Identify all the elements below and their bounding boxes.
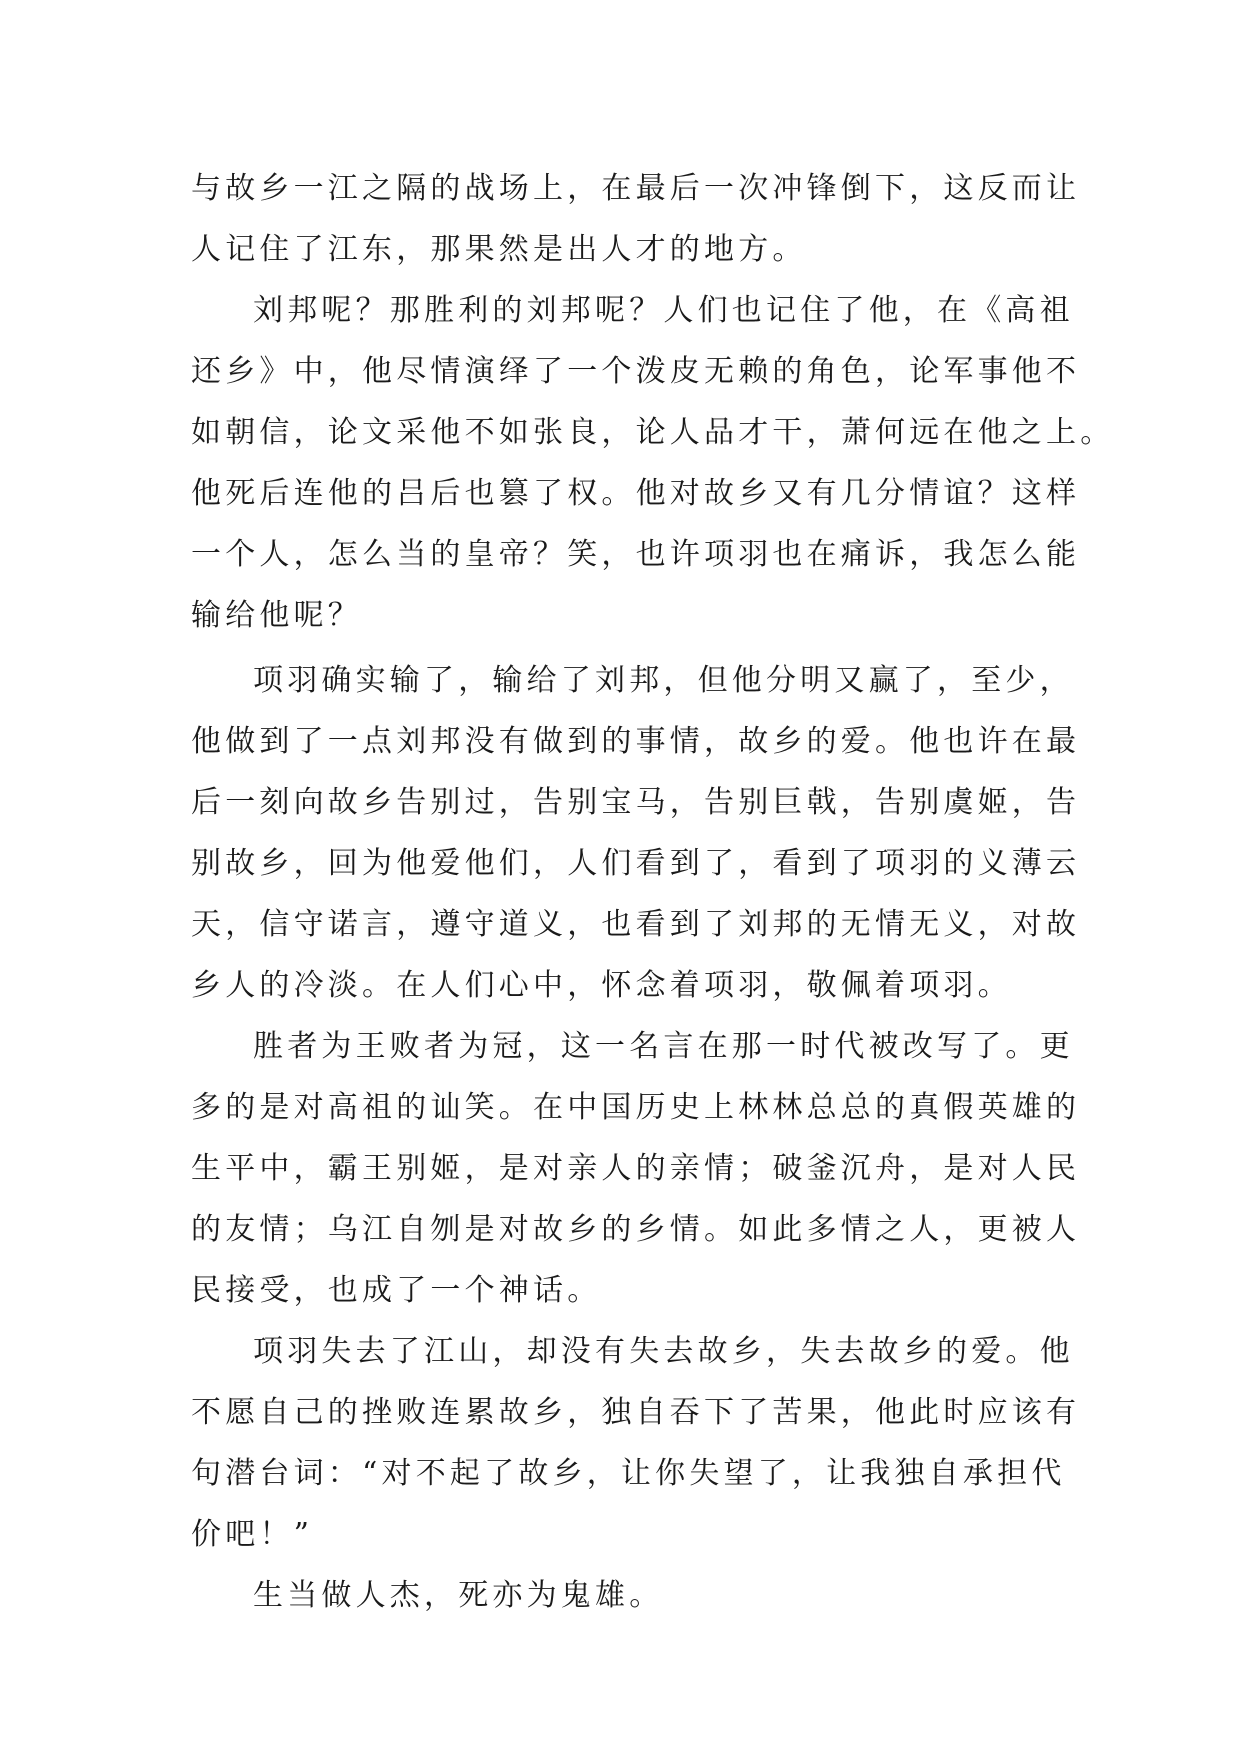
text-line: 人记住了江东，那果然是出人才的地方。 xyxy=(191,232,807,267)
text-line: 如朝信，论文采他不如张良，论人品才干，萧何远在他之上。 xyxy=(191,415,1115,450)
text-line: 后一刻向故乡告别过，告别宝马，告别巨戟，告别虞姬，告 xyxy=(191,785,1081,820)
text-line: 他做到了一点刘邦没有做到的事情，故乡的爱。他也许在最 xyxy=(191,724,1081,759)
paragraph xyxy=(191,1565,1051,1626)
paragraph xyxy=(191,1321,1081,1565)
text-line: 他死后连他的吕后也篡了权。他对故乡又有几分情谊？这样 xyxy=(191,476,1081,511)
paragraph xyxy=(191,1016,1081,1321)
text-line: 项羽失去了江山，却没有失去故乡，失去故乡的爱。他 xyxy=(253,1334,1074,1369)
text-line: 还乡》中，他尽情演绎了一个泼皮无赖的角色，论军事他不 xyxy=(191,354,1081,389)
document-body xyxy=(191,158,1115,1626)
text-line: 价吧！” xyxy=(191,1517,314,1552)
text-line: 与故乡一江之隔的战场上，在最后一次冲锋倒下，这反而让 xyxy=(191,171,1081,206)
text-line: 一个人，怎么当的皇帝？笑，也许项羽也在痛诉，我怎么能 xyxy=(191,537,1081,572)
paragraph xyxy=(191,650,1081,1016)
text-line: 项羽确实输了，输给了刘邦，但他分明又赢了，至少， xyxy=(253,663,1074,698)
paragraph xyxy=(191,280,1115,646)
text-line: 别故乡，回为他爱他们，人们看到了，看到了项羽的义薄云 xyxy=(191,846,1081,881)
text-line: 生当做人杰，死亦为鬼雄。 xyxy=(253,1578,664,1613)
text-line: 民接受，也成了一个神话。 xyxy=(191,1273,602,1308)
text-line: 多的是对高祖的讪笑。在中国历史上林林总总的真假英雄的 xyxy=(191,1090,1081,1125)
text-line: 的友情；乌江自刎是对故乡的乡情。如此多情之人，更被人 xyxy=(191,1212,1081,1247)
text-line: 天，信守诺言，遵守道义，也看到了刘邦的无情无义，对故 xyxy=(191,907,1081,942)
text-line: 刘邦呢？那胜利的刘邦呢？人们也记住了他，在《高祖 xyxy=(253,293,1074,328)
text-line: 乡人的冷淡。在人们心中，怀念着项羽，敬佩着项羽。 xyxy=(191,968,1012,1003)
text-line: 句潜台词：“对不起了故乡，让你失望了，让我独自承担代 xyxy=(191,1456,1066,1491)
text-line: 输给他呢？ xyxy=(191,598,362,633)
text-line: 生平中，霸王别姬，是对亲人的亲情；破釜沉舟，是对人民 xyxy=(191,1151,1081,1186)
text-line: 胜者为王败者为冠，这一名言在那一时代被改写了。更 xyxy=(253,1029,1074,1064)
text-line: 不愿自己的挫败连累故乡，独自吞下了苦果，他此时应该有 xyxy=(191,1395,1081,1430)
paragraph xyxy=(191,158,1081,280)
